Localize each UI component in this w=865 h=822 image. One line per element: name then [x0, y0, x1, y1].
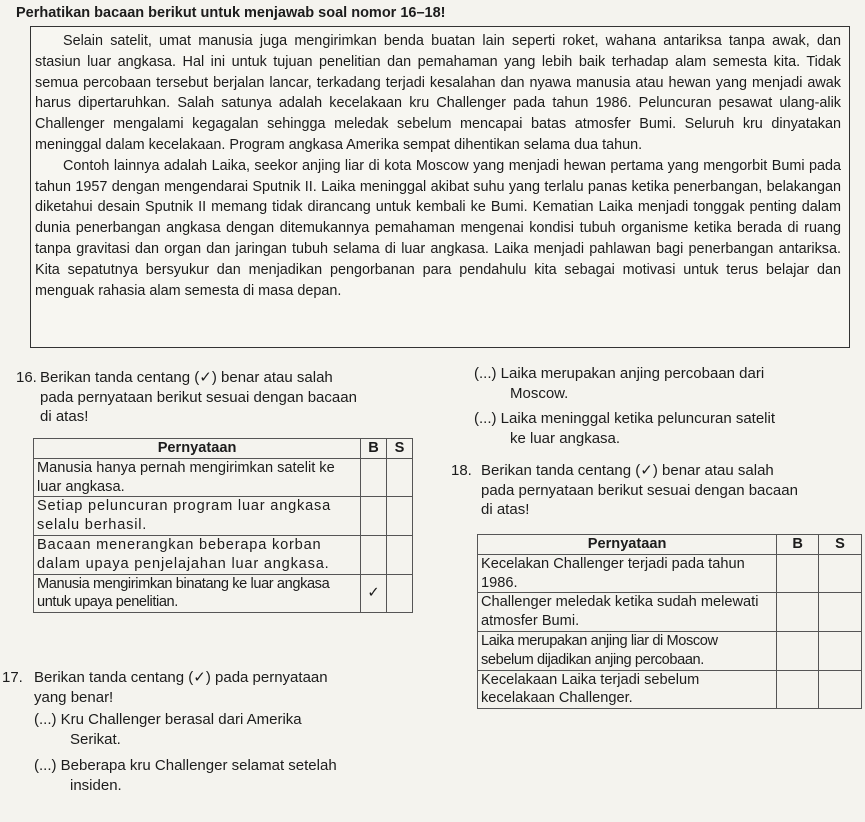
question-16-line-1: Berikan tanda centang (✓) benar atau salah — [40, 369, 333, 386]
option-1[interactable] — [2, 710, 422, 730]
question-17 — [2, 668, 422, 795]
option-4-mark[interactable]: (...) — [474, 410, 497, 427]
question-18-line-3: di atas! — [481, 501, 530, 518]
option-1-text: Kru Challenger berasal dari Amerika — [60, 711, 302, 728]
header-salah: S — [819, 535, 862, 555]
table-row — [478, 631, 862, 670]
question-16-line-3: di atas! — [40, 408, 89, 425]
answer-salah-cell[interactable] — [819, 631, 862, 670]
table-row — [34, 458, 413, 497]
statement-cell: Manusia hanya pernah mengirimkan satelit ke luar angkasa. — [34, 458, 361, 497]
answer-salah-cell[interactable] — [387, 535, 413, 574]
table-row — [478, 670, 862, 709]
statement-cell: Manusia mengirimkan binatang ke luar angkasa untuk upaya penelitian. — [34, 574, 361, 613]
question-17-number: 17. — [2, 669, 23, 686]
answer-salah-cell[interactable] — [819, 670, 862, 709]
answer-benar-cell[interactable] — [361, 458, 387, 497]
header-benar: B — [361, 439, 387, 459]
passage-paragraph-2: Contoh lainnya adalah Laika, seekor anjing liar di kota Moscow yang menjadi hewan pertama yang mengorbit Bumi pada tahun 1957 dengan mengendarai Sputnik II. Laika meninggal akibat suhu yang terlalu panas ketika penerbangan, belakangan diketahui desain Sputnik II memang tidak dirancang untuk kembali ke Bumi. Kematian Laika menjadi tonggak penting dalam dunia penerbangan angkasa dengan ditemukannya pemahaman mengenai kondisi tubuh organisme ketika berada di ruang tanpa gravitasi dan organ dan jaringan tubuh selama di luar angkasa. Laika menjadi pahlawan bagi penerbangan antariksa. Kita sepatutnya bersyukur dan menjadikan pengorbanan para pendahulu kita sebagai motivasi untuk terus belajar dan menguak rahasia alam semesta di masa depan. — [35, 157, 841, 299]
header-pernyataan: Pernyataan — [478, 535, 777, 555]
statement-cell: Setiap peluncuran program luar angkasa selalu berhasil. — [34, 497, 361, 536]
question-17-line-1: Berikan tanda centang (✓) pada pernyataan — [34, 669, 328, 686]
question-18-table — [477, 534, 862, 709]
answer-salah-cell[interactable] — [387, 458, 413, 497]
answer-salah-cell[interactable] — [387, 574, 413, 613]
option-3[interactable] — [474, 364, 864, 384]
answer-salah-cell[interactable] — [819, 593, 862, 632]
option-4-text: Laika meninggal ketika peluncuran satelit — [500, 410, 776, 427]
table-row — [34, 574, 413, 613]
statement-cell: Laika merupakan anjing liar di Moscow sebelum dijadikan anjing percobaan. — [478, 631, 777, 670]
reading-passage — [30, 26, 850, 348]
statement-cell: Kecelakaan Laika terjadi sebelum kecelakaan Challenger. — [478, 670, 777, 709]
answer-benar-cell[interactable] — [777, 554, 819, 593]
option-3-mark[interactable]: (...) — [474, 365, 497, 382]
option-2-text-continued: insiden. — [70, 776, 122, 794]
question-16-table — [33, 438, 413, 613]
question-18-line-2: pada pernyataan berikut sesuai dengan bacaan — [481, 481, 798, 499]
question-17-continued — [474, 364, 864, 448]
option-2-text: Beberapa kru Challenger selamat setelah — [60, 757, 337, 774]
table-row — [34, 497, 413, 536]
header-salah: S — [387, 439, 413, 459]
option-4-text-continued: ke luar angkasa. — [510, 429, 621, 447]
question-18-table-header — [478, 535, 862, 555]
option-2[interactable] — [2, 756, 422, 776]
table-row — [478, 554, 862, 593]
statement-cell: Kecelakan Challenger terjadi pada tahun 1986. — [478, 554, 777, 593]
question-18 — [451, 461, 863, 520]
question-17-line-2: yang benar! — [34, 688, 114, 706]
question-16 — [16, 368, 416, 427]
answer-salah-cell[interactable] — [819, 554, 862, 593]
option-4[interactable] — [474, 409, 864, 429]
passage-paragraph-1: Selain satelit, umat manusia juga mengirimkan benda buatan lain seperti roket, wahana antariksa tanpa awak, dan stasiun luar angkasa. Hal ini untuk tujuan penelitian dan pemahaman yang lebih baik terhadap alam semesta kita. Tidak semua percobaan tersebut berjalan lancar, terkadang terjadi kesalahan dan nyawa manusia atau hewan yang menjadi awak harus dipertaruhkan. Salah satunya adalah kecelakaan kru Challenger pada tahun 1986. Peluncuran pesawat ulang-alik Challenger mengalami kegagalan sehingga meledak sebelum mencapai batas atmosfer Bumi. Seluruh kru dinyatakan meninggal dalam kecelakaan. Program angkasa Amerika sempat dihentikan selama dua tahun. — [35, 33, 841, 153]
answer-benar-cell[interactable] — [361, 535, 387, 574]
option-2-mark[interactable]: (...) — [34, 757, 57, 774]
answer-benar-cell[interactable] — [777, 670, 819, 709]
answer-benar-cell[interactable]: ✓ — [361, 574, 387, 613]
option-1-text-continued: Serikat. — [70, 730, 121, 748]
question-16-table-header — [34, 439, 413, 459]
question-18-line-1: Berikan tanda centang (✓) benar atau salah — [481, 462, 774, 479]
question-16-number: 16. — [16, 369, 37, 386]
answer-salah-cell[interactable] — [387, 497, 413, 536]
option-3-text-continued: Moscow. — [510, 384, 569, 402]
header-benar: B — [777, 535, 819, 555]
answer-benar-cell[interactable] — [777, 593, 819, 632]
answer-benar-cell[interactable] — [361, 497, 387, 536]
table-row — [478, 593, 862, 632]
option-1-mark[interactable]: (...) — [34, 711, 57, 728]
statement-cell: Bacaan menerangkan beberapa korban dalam upaya penjelajahan luar angkasa. — [34, 535, 361, 574]
question-18-number: 18. — [451, 462, 472, 479]
table-row — [34, 535, 413, 574]
question-16-line-2: pada pernyataan berikut sesuai dengan bacaan — [40, 388, 357, 406]
answer-benar-cell[interactable] — [777, 631, 819, 670]
statement-cell: Challenger meledak ketika sudah melewati atmosfer Bumi. — [478, 593, 777, 632]
header-pernyataan: Pernyataan — [34, 439, 361, 459]
page-title: Perhatikan bacaan berikut untuk menjawab soal nomor 16–18! — [16, 5, 446, 21]
option-3-text: Laika merupakan anjing percobaan dari — [500, 365, 765, 382]
